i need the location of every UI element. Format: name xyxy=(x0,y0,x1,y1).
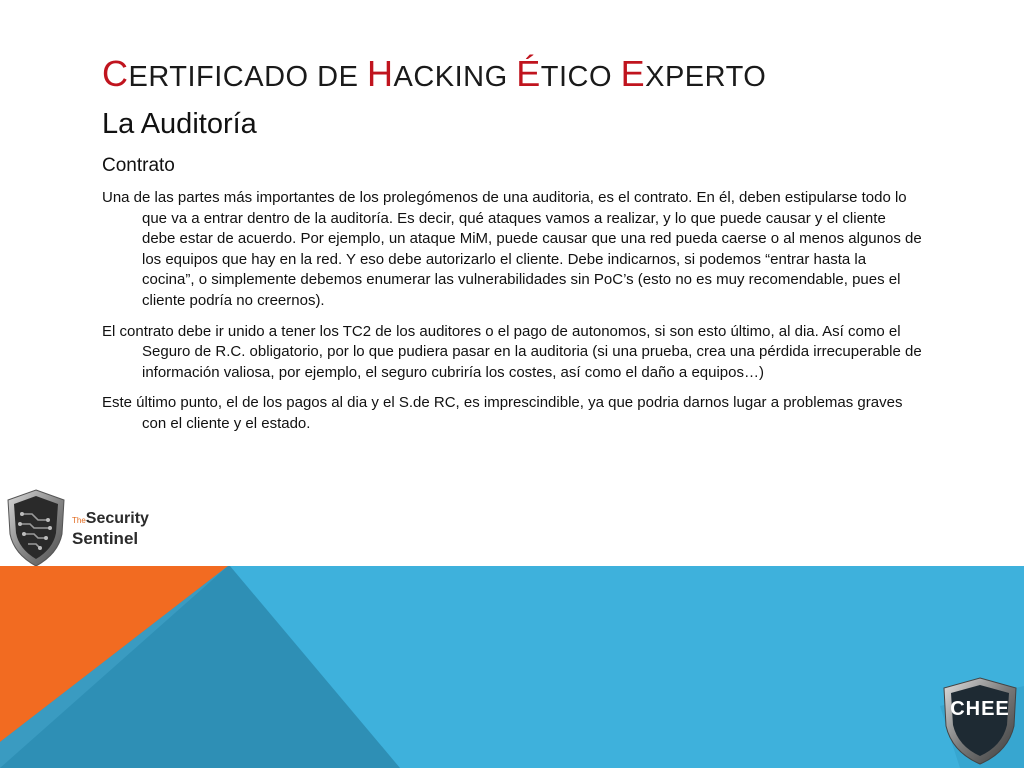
title-letter-e: E xyxy=(620,53,646,94)
paragraph-1: Una de las partes más importantes de los prolegómenos de una auditoria, es el contrato. En él, deben estipularse todo lo que va a entrar dentro de la auditoría. Es decir, qué ataques vamos a realizar, y lo que puede causar y el cliente debe estar de acuerdo. Por ejemplo, un ataque MiM, puede causar que una red pueda caerse o al menos algunos de los equipos que hay en la red. Y eso debe autorizarlo el cliente. Debe indicarnos, si podemos “entrar hasta la cocina”, o simplemente debemos enumerar las vulnerabilidades sin PoC’s (esto no es muy recomendable, pues el cliente podría no creernos). xyxy=(102,189,922,309)
title-letter-h: H xyxy=(367,53,394,94)
security-sentinel-logo xyxy=(4,488,164,568)
title-segment-2: ACKING xyxy=(393,61,517,93)
section-heading: Contrato xyxy=(102,155,175,176)
logo-security: Security xyxy=(85,510,149,527)
paragraph-3: Este último punto, el de los pagos al dia y el S.de RC, es imprescindible, ya que podria darnos lugar a problemas graves con el cliente y el estado. xyxy=(102,394,903,432)
chee-shield-icon xyxy=(940,676,1020,766)
decorative-band xyxy=(0,566,1024,768)
shield-icon xyxy=(4,488,68,568)
slide-title xyxy=(102,52,766,99)
paragraph-2: El contrato debe ir unido a tener los TC2 de los auditores o el pago de autonomos, si son esto último, al dia. Así como el Seguro de R.C. obligatorio, por lo que pudiera pasar en la auditoria (si una prueba, crea una pérdida irrecuperable de información valiosa, por ejemplo, el seguro cubriría los costes, así como el daño a equipos…) xyxy=(102,322,922,381)
slide-subtitle: La Auditoría xyxy=(102,108,257,140)
title-segment-3: TICO xyxy=(540,61,621,93)
chee-logo xyxy=(940,676,1020,766)
logo-the: The xyxy=(72,516,86,525)
title-segment-1: ERTIFICADO DE xyxy=(128,61,367,93)
chee-logo-text: CHEE xyxy=(950,698,1010,720)
security-sentinel-wordmark xyxy=(72,510,149,549)
title-letter-c: C xyxy=(102,53,129,94)
title-segment-4: XPERTO xyxy=(645,61,767,93)
logo-sentinel: Sentinel xyxy=(72,529,139,548)
slide-content xyxy=(102,152,922,445)
title-letter-e-accent: É xyxy=(516,53,541,94)
